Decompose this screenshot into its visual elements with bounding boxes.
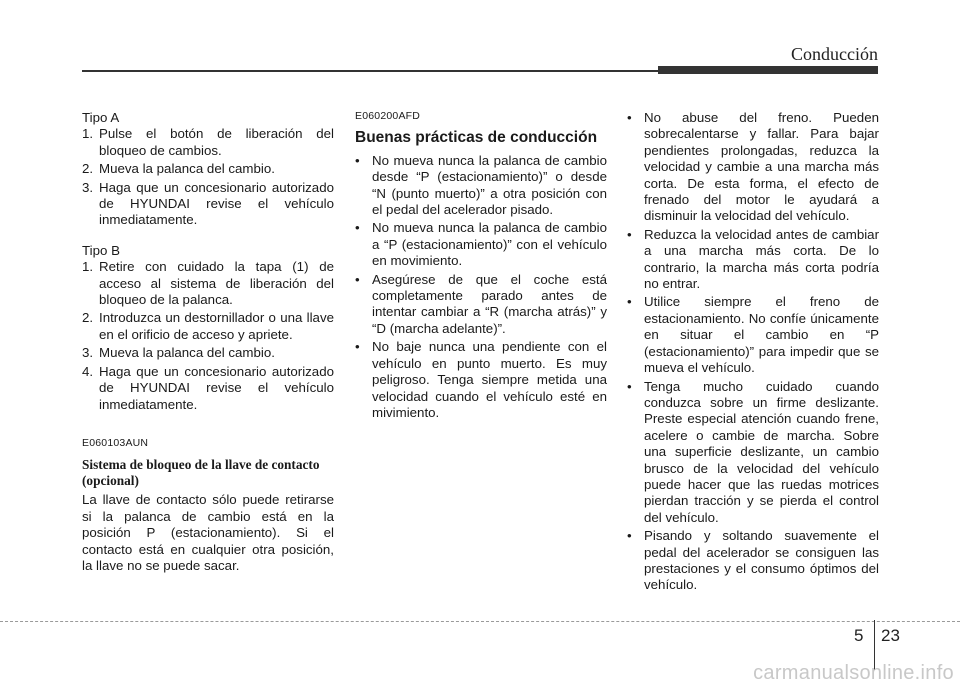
footer-divider (0, 621, 960, 622)
chapter-number: 5 (854, 626, 864, 645)
bullet-item: • No mueva nunca la palanca de cambio desde “P (estacionamiento)” o desde “N (punto muerto)” a otra posición con el pedal del acelerador pisado. (355, 152, 607, 218)
header-bar (658, 66, 878, 74)
list-item: 2. Introduzca un destornillador o una llave en el orificio de acceso y apriete. (82, 310, 334, 342)
bullet-item: • Utilice siempre el freno de estacionamiento. No confíe únicamente en situar el cambio en “P (estacionamiento)” para impedir que se mueva el vehículo. (627, 294, 879, 376)
tipo-b-steps (82, 259, 334, 413)
section-code: E060103AUN (82, 436, 149, 449)
bullet-item: • Asegúrese de que el coche está completamente parado antes de intentar cambiar a “R (marcha atrás)” y “D (marcha adelante)”. (355, 271, 607, 336)
bullet-item: • No mueva nunca la palanca de cambio a “P (estacionamiento)” con el vehículo en movimiento. (355, 220, 607, 269)
tipo-a-label: Tipo A (82, 110, 120, 125)
bullet-item: • Reduzca la velocidad antes de cambiar a una marcha más corta. De lo contrario, la marcha más corta podría no entrar. (627, 226, 879, 292)
bullet-item: • No abuse del freno. Pueden sobrecalentarse y fallar. Para bajar pendientes prolongadas, reduzca la velocidad y cambie a una marcha más corta. De esta forma, el efecto de frenado del motor le ayudará a disminuir la velocidad del vehículo. (627, 110, 879, 224)
column-2 (355, 108, 607, 423)
list-item: 1. Pulse el botón de liberación del bloqueo de cambios. (82, 126, 334, 158)
column-3 (627, 110, 879, 596)
tipo-b-label: Tipo B (82, 242, 120, 258)
section-title: Conducción (791, 44, 878, 64)
header-rule (82, 70, 658, 72)
list-item: 3. Haga que un concesionario autorizado de HYUNDAI revise el vehículo inmediatamente. (82, 179, 334, 228)
body-paragraph: La llave de contacto sólo puede retirarse si la palanca de cambio está en la posición P (estacionamiento). Si el contacto está en cualquier otra posición, la llave no se puede sacar. (82, 492, 334, 573)
tipo-a-steps (82, 126, 334, 228)
bullet-item: • Pisando y soltando suavemente el pedal del acelerador se consiguen las prestaciones y el consumo óptimos del vehículo. (627, 528, 879, 593)
list-item: 2. Mueva la palanca del cambio. (82, 161, 275, 177)
column-1 (82, 110, 334, 574)
bullet-item: • No baje nunca una pendiente con el vehículo en punto muerto. Es muy peligroso. Tenga siempre metida una velocidad cuando el vehículo esté en mivimiento. (355, 339, 607, 420)
section-heading: Buenas prácticas de conducción (355, 129, 598, 147)
section-subheading: Sistema de bloqueo de la llave de contacto (opcional) (82, 457, 320, 489)
list-item: 4. Haga que un concesionario autorizado de HYUNDAI revise el vehículo inmediatamente. (82, 363, 334, 412)
list-item: 1. Retire con cuidado la tapa (1) de acceso al sistema de liberación del bloqueo de la palanca. (82, 259, 334, 308)
list-item: 3. Mueva la palanca del cambio. (82, 345, 275, 361)
watermark: carmanualsonline.info (753, 662, 954, 684)
bullet-item: • Tenga mucho cuidado cuando conduzca sobre un firme deslizante. Preste especial atención cuando frene, acelere o cambie de marcha. Sobre una superficie deslizante, un cambio brusco de la velocidad del vehículo puede hacer que las ruedas motrices pierdan tracción y se pierda el control del vehículo. (627, 378, 879, 525)
page-number: 23 (881, 626, 900, 645)
section-code: E060200AFD (355, 110, 421, 122)
